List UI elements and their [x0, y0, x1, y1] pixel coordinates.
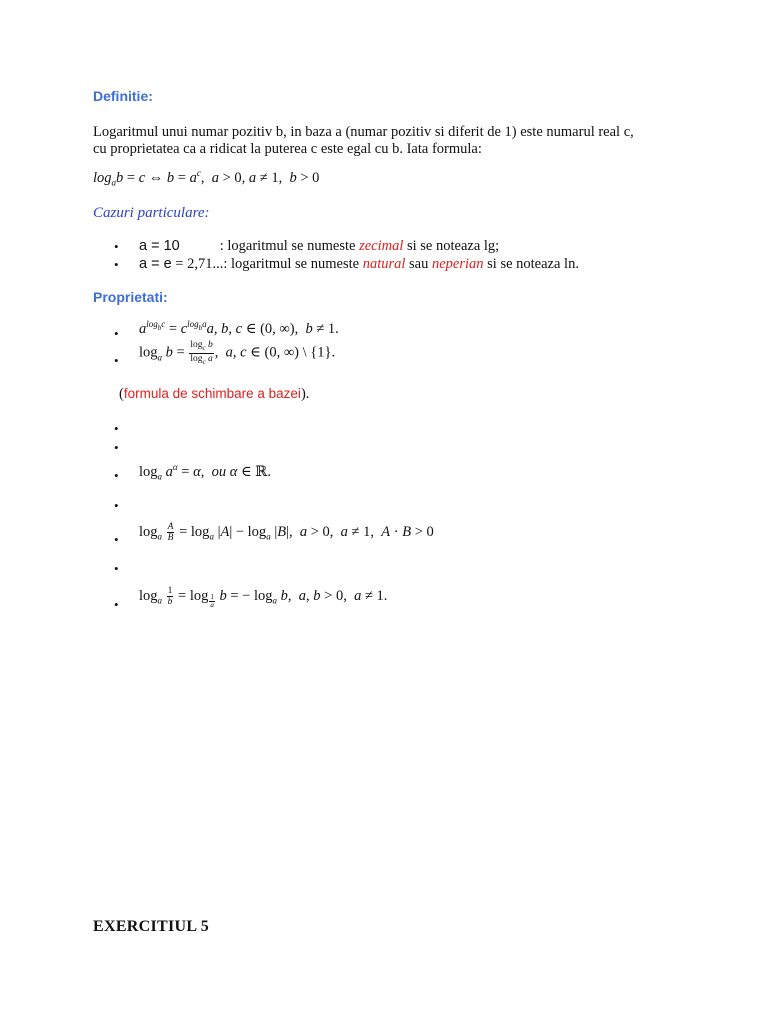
caz-natural-value: = 2,71...	[175, 256, 224, 272]
caz-zecimal-prefix: a = 10	[139, 238, 180, 254]
note-close-paren: ).	[300, 386, 310, 402]
term-natural: natural	[362, 256, 406, 272]
bullet: •	[114, 468, 119, 483]
log-definition-formula: $\log_ab = c$ ⇔ $b = a^c$, a > 0, a ≠ 1, b > 0	[93, 168, 320, 188]
property-log-reciprocal: $\log_a$ $\frac{1}{b}$ = log $_{\frac{1}{a}}$ b = − $\log_a b$, a, b > 0, a ≠ 1.	[139, 586, 388, 610]
property-log-quotient: $\log_a$ $\frac{A}{B}$ = $\log_a |A| - \log_a |B|$, a > 0, a ≠ 1, A · B > 0	[139, 522, 434, 543]
caz-zecimal-mid: : logaritmul se numeste	[219, 238, 356, 254]
heading-proprietati: Proprietati:	[93, 289, 168, 305]
note-open-paren: (	[119, 386, 124, 402]
formula-change-base-note	[119, 384, 309, 404]
bullet: •	[114, 257, 119, 272]
bullet: •	[114, 239, 119, 254]
property-log-power: $\log_a a^\alpha = \alpha$, ou α ∈ ℝ.	[139, 462, 271, 482]
definition-line-1: Logaritmul unui numar pozitiv b, in baza a (numar pozitiv si diferit de 1) este numarul real c,	[93, 124, 634, 140]
bullet: •	[114, 326, 119, 341]
caz-natural	[139, 254, 579, 274]
bullet: •	[114, 532, 119, 547]
bullet: •	[114, 421, 119, 436]
caz-natural-mid: : logaritmul se numeste	[223, 256, 360, 272]
caz-natural-suffix: si se noteaza ln.	[487, 256, 579, 272]
note-text: formula de schimbare a bazei	[123, 386, 301, 401]
caz-natural-prefix: a = e	[139, 256, 172, 272]
term-neperian: neperian	[431, 256, 484, 272]
term-zecimal: zecimal	[359, 238, 404, 254]
caz-natural-sau: sau	[409, 256, 429, 272]
heading-definitie: Definitie:	[93, 88, 153, 104]
bullet: •	[114, 561, 119, 576]
bullet: •	[114, 440, 119, 455]
property-exponent-swap: $a^{log_bc} = c^{log_ba}a$, b, c ∈ (0, ∞), b ≠ 1.	[139, 319, 339, 337]
bullet: •	[114, 498, 119, 513]
definition-line-2: cu proprietatea ca a ridicat la puterea c este egal cu b. Iata formula:	[93, 141, 482, 157]
property-change-of-base: $\log_a b$ = $\frac{\log_c b}{\log_c a}$ , a, c ∈ (0, ∞) \ {1}.	[139, 340, 336, 366]
heading-cazuri-particulare: Cazuri particulare:	[93, 205, 210, 221]
heading-exercitiul-5: EXERCITIUL 5	[93, 918, 210, 935]
caz-zecimal-suffix: si se noteaza lg;	[406, 238, 500, 254]
bullet: •	[114, 353, 119, 368]
caz-zecimal	[139, 236, 499, 256]
bullet: •	[114, 597, 119, 612]
